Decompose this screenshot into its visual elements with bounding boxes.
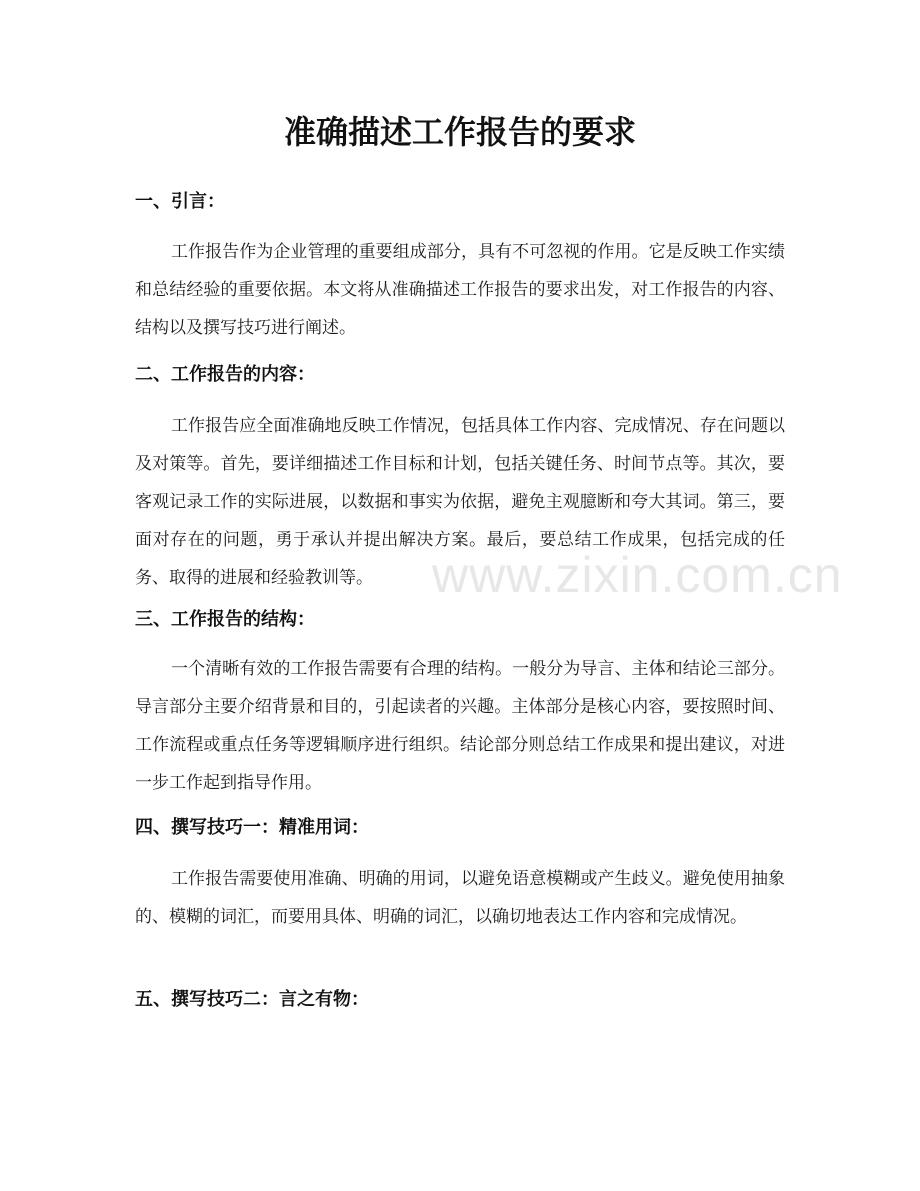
section-body-structure: 一个清晰有效的工作报告需要有合理的结构。一般分为导言、主体和结论三部分。导言部分主要介绍背景和目的，引起读者的兴趣。主体部分是核心内容，要按照时间、工作流程或重点任务等逻辑顺序进行组织。结论部分则总结工作成果和提出建议，对进一步工作起到指导作用。: [135, 659, 785, 793]
section-heading-content: 二、工作报告的内容：: [135, 364, 315, 385]
section-heading-tip-two: 五、撰写技巧二：言之有物：: [135, 989, 369, 1010]
section-heading-structure: 三、工作报告的结构：: [135, 609, 315, 630]
watermark-text: www.zixin.com.cn: [432, 547, 843, 603]
section-heading-intro: 一、引言：: [135, 191, 225, 212]
document-title: 准确描述工作报告的要求: [283, 113, 636, 151]
section-heading-tip-one: 四、撰写技巧一：精准用词：: [135, 817, 369, 838]
section-body-tip-one: 工作报告需要使用准确、明确的用词，以避免语意模糊或产生歧义。避免使用抽象的、模糊的词汇，而要用具体、明确的词汇，以确切地表达工作内容和完成情况。: [135, 869, 785, 927]
section-body-intro: 工作报告作为企业管理的重要组成部分，具有不可忽视的作用。它是反映工作实绩和总结经验的重要依据。本文将从准确描述工作报告的要求出发，对工作报告的内容、结构以及撰写技巧进行阐述。: [135, 242, 785, 338]
section-body-content: 工作报告应全面准确地反映工作情况，包括具体工作内容、完成情况、存在问题以及对策等。首先，要详细描述工作目标和计划，包括关键任务、时间节点等。其次，要客观记录工作的实际进展，以数据和事实为依据，避免主观臆断和夸大其词。第三，要面对存在的问题，勇于承认并提出解决方案。最后，要总结工作成果，包括完成的任务、取得的进展和经验教训等。: [135, 416, 785, 588]
